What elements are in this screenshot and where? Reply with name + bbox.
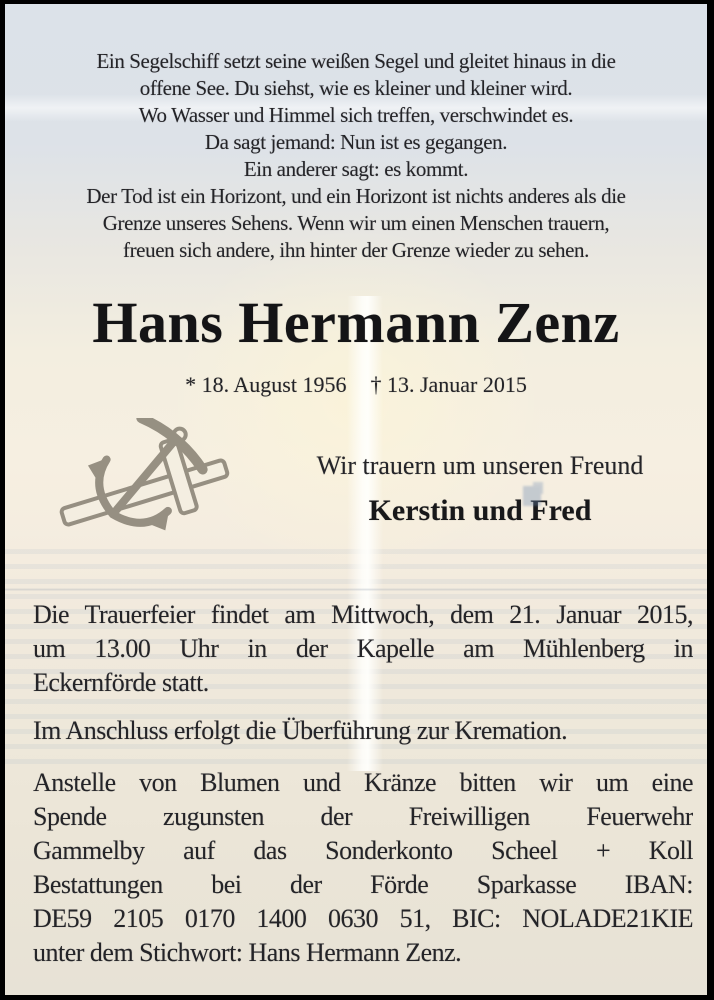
poem-line: Ein Segelschiff setzt seine weißen Segel und gleitet hinaus in die xyxy=(96,49,616,73)
poem xyxy=(25,48,687,264)
paragraph-line: Bestattungen bei der Förde Sparkasse IBAN: xyxy=(33,870,693,899)
paragraph-line: Gammelby auf das Sonderkonto Scheel + Koll xyxy=(33,836,693,865)
paragraph-line: Die Trauerfeier findet am Mittwoch, dem 21. Januar 2015, xyxy=(33,600,693,629)
mourners-names: Kerstin und Fred xyxy=(368,494,592,527)
poem-line: Der Tod ist ein Horizont, und ein Horizont ist nichts anderes als die xyxy=(86,184,626,208)
cremation-note xyxy=(33,714,693,748)
anchor-cross-icon xyxy=(51,418,241,542)
deceased-name: Hans Hermann Zenz xyxy=(92,290,620,355)
death-date: † 13. Januar 2015 xyxy=(370,372,527,397)
poem-line: offene See. Du siehst, wie es kleiner und kleiner wird. xyxy=(139,76,573,100)
paragraph-line: Anstelle von Blumen und Kränze bitten wir um eine xyxy=(33,768,693,797)
poem-line: Ein anderer sagt: es kommt. xyxy=(243,157,469,181)
paragraph-line: Spende zugunsten der Freiwilligen Feuerwehr xyxy=(33,802,693,831)
paragraph-line: unter dem Stichwort: Hans Hermann Zenz. xyxy=(33,938,462,967)
mourning-line: Wir trauern um unseren Freund xyxy=(316,451,644,480)
paragraph-line: Eckernförde statt. xyxy=(33,668,209,697)
scan-artifact xyxy=(523,486,541,506)
poem-line: freuen sich andere, ihn hinter der Grenze wieder zu sehen. xyxy=(123,238,589,262)
poem-line: Grenze unseres Sehens. Wenn wir um einen Menschen trauern, xyxy=(102,211,610,235)
donation-request xyxy=(33,766,693,970)
paragraph-line: DE59 2105 0170 1400 0630 51, BIC: NOLADE21KIE xyxy=(33,904,693,933)
funeral-details xyxy=(33,598,693,700)
poem-line: Da sagt jemand: Nun ist es gegangen. xyxy=(204,130,508,154)
birth-date: * 18. August 1956 xyxy=(185,372,347,397)
paragraph-line: Im Anschluss erfolgt die Überführung zur Kremation. xyxy=(33,716,568,745)
paragraph-line: um 13.00 Uhr in der Kapelle am Mühlenberg in xyxy=(33,634,693,663)
life-dates xyxy=(5,372,707,398)
poem-line: Wo Wasser und Himmel sich treffen, verschwindet es. xyxy=(138,103,574,127)
